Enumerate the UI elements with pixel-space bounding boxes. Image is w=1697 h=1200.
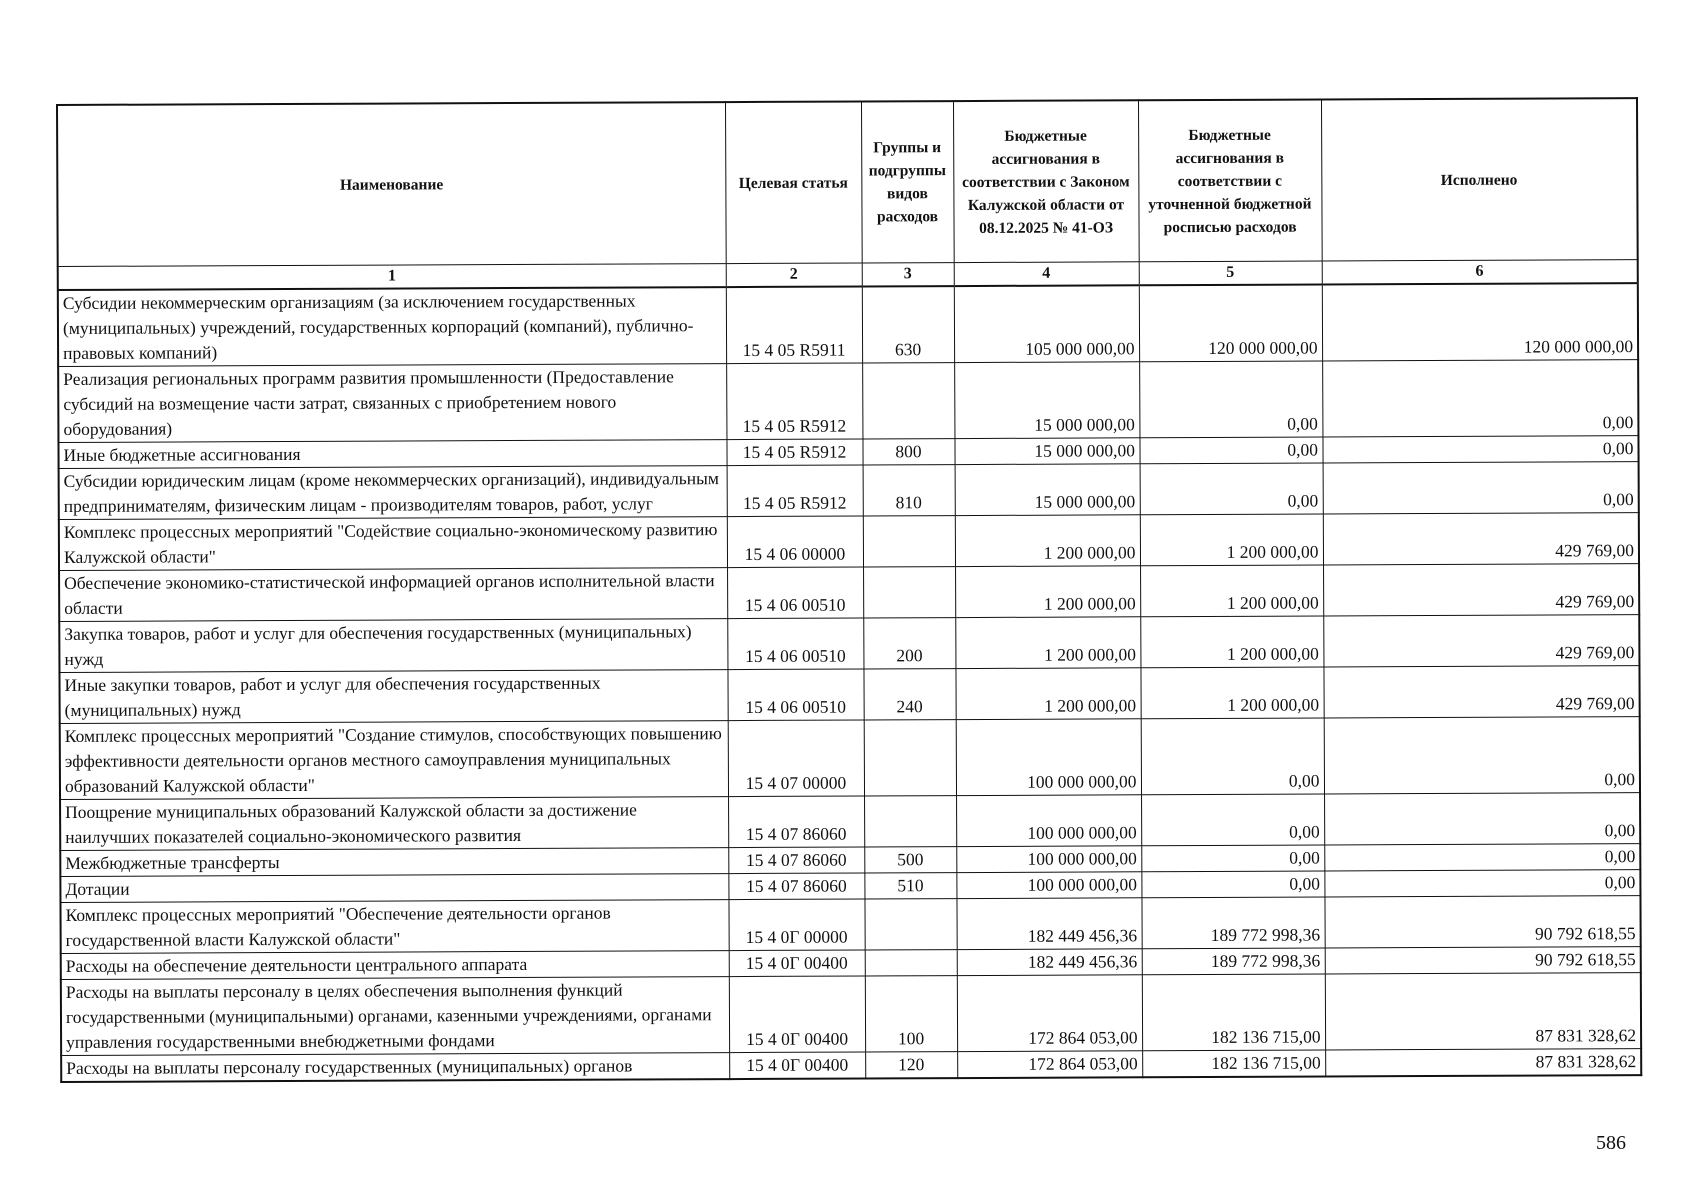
row-code-cell: 15 4 0Г 00000 xyxy=(728,899,864,951)
row-group-cell: 120 xyxy=(865,1052,957,1079)
row-executed-amount-cell: 120 000 000,00 xyxy=(1322,283,1638,361)
row-executed-amount-cell: 0,00 xyxy=(1322,360,1638,437)
row-group-cell: 510 xyxy=(864,873,956,899)
row-code-cell: 15 4 06 00510 xyxy=(727,618,863,670)
table-row xyxy=(59,666,1639,724)
table-row xyxy=(61,973,1641,1056)
row-revised-amount-cell: 0,00 xyxy=(1139,437,1322,464)
row-name-cell: Иные бюджетные ассигнования xyxy=(58,440,726,469)
row-name-cell: Расходы на выплаты персоналу государственных (муниципальных) органов xyxy=(61,1053,729,1082)
row-executed-amount-cell: 87 831 328,62 xyxy=(1325,1049,1641,1077)
row-revised-amount-cell: 1 200 000,00 xyxy=(1140,667,1323,719)
row-name-cell: Комплекс процессных мероприятий "Создание стимулов, способствующих повышению эффективности деятельности органов местного самоуправления муниципальных образований Калужской области" xyxy=(60,721,728,800)
row-code-cell: 15 4 0Г 00400 xyxy=(729,976,865,1053)
row-code-cell: 15 4 05 R5912 xyxy=(727,465,863,517)
row-law-amount-cell: 182 449 456,36 xyxy=(956,898,1141,950)
row-law-amount-cell: 100 000 000,00 xyxy=(956,846,1141,873)
row-revised-amount-cell: 182 136 715,00 xyxy=(1142,1050,1325,1077)
column-number: 6 xyxy=(1322,260,1638,285)
column-number: 1 xyxy=(58,264,726,290)
row-name-cell: Межбюджетные трансферты xyxy=(60,848,728,877)
row-executed-amount-cell: 0,00 xyxy=(1324,870,1640,897)
row-group-cell xyxy=(862,363,954,439)
header-revised: Бюджетные ассигнования в соответствии с уточненной бюджетной росписью расходов xyxy=(1138,99,1322,261)
row-code-cell: 15 4 05 R5911 xyxy=(726,286,862,363)
budget-table xyxy=(56,97,1642,1083)
row-code-cell: 15 4 07 86060 xyxy=(728,847,864,874)
table-row xyxy=(59,564,1639,622)
row-group-cell xyxy=(864,720,956,796)
row-name-cell: Комплекс процессных мероприятий "Обеспечение деятельности органов государственной власти Калужской области" xyxy=(60,900,728,954)
row-revised-amount-cell: 1 200 000,00 xyxy=(1140,616,1323,668)
column-number: 3 xyxy=(862,263,954,287)
table-row xyxy=(60,896,1640,954)
row-executed-amount-cell: 90 792 618,55 xyxy=(1325,947,1641,974)
row-name-cell: Закупка товаров, работ и услуг для обеспечения государственных (муниципальных) нужд xyxy=(59,619,727,673)
document-sheet xyxy=(56,97,1640,1083)
row-code-cell: 15 4 0Г 00400 xyxy=(729,1052,865,1079)
row-revised-amount-cell: 189 772 998,36 xyxy=(1141,897,1324,949)
row-name-cell: Обеспечение экономико-статистической информацией органов исполнительной власти области xyxy=(59,568,727,622)
row-group-cell: 500 xyxy=(864,847,956,873)
row-code-cell: 15 4 05 R5912 xyxy=(726,363,862,440)
row-group-cell: 800 xyxy=(862,439,954,465)
row-law-amount-cell: 182 449 456,36 xyxy=(957,949,1142,976)
row-executed-amount-cell: 0,00 xyxy=(1324,844,1640,871)
row-revised-amount-cell: 0,00 xyxy=(1141,718,1324,795)
row-law-amount-cell: 100 000 000,00 xyxy=(956,719,1141,796)
row-group-cell: 810 xyxy=(863,465,955,516)
row-executed-amount-cell: 87 831 328,62 xyxy=(1325,973,1641,1050)
row-revised-amount-cell: 120 000 000,00 xyxy=(1139,284,1322,361)
row-executed-amount-cell: 429 769,00 xyxy=(1323,615,1639,667)
row-revised-amount-cell: 189 772 998,36 xyxy=(1142,948,1325,975)
row-code-cell: 15 4 07 00000 xyxy=(728,720,864,797)
row-revised-amount-cell: 1 200 000,00 xyxy=(1140,565,1323,617)
row-code-cell: 15 4 06 00000 xyxy=(727,516,863,568)
table-body xyxy=(58,283,1641,1082)
row-executed-amount-cell: 0,00 xyxy=(1323,462,1639,514)
column-number: 4 xyxy=(954,262,1139,286)
row-name-cell: Субсидии некоммерческим организациям (за исключением государственных (муниципальных) учреждений, государственных корпораций (компаний), публично-правовых компаний) xyxy=(58,287,726,366)
row-law-amount-cell: 105 000 000,00 xyxy=(954,285,1139,362)
row-revised-amount-cell: 0,00 xyxy=(1141,794,1324,846)
row-law-amount-cell: 100 000 000,00 xyxy=(956,872,1141,899)
row-name-cell: Дотации xyxy=(60,874,728,903)
row-name-cell: Расходы на выплаты персоналу в целях обеспечения выполнения функций государственными (муниципальными) органами, казенными учреждениями, органами управления государственными внебюджетными фондами xyxy=(61,977,729,1056)
row-executed-amount-cell: 429 769,00 xyxy=(1323,513,1639,565)
table-row xyxy=(59,462,1639,520)
row-revised-amount-cell: 182 136 715,00 xyxy=(1142,974,1325,1051)
table-header-row xyxy=(57,98,1638,266)
row-group-cell: 630 xyxy=(862,286,954,363)
row-executed-amount-cell: 0,00 xyxy=(1324,717,1640,794)
row-name-cell: Реализация региональных программ развития промышленности (Предоставление субсидий на возмещение части затрат, связанных с приобретением нового оборудования) xyxy=(58,364,726,443)
row-group-cell xyxy=(863,567,955,618)
header-group: Группы и подгруппы видов расходов xyxy=(861,101,954,263)
row-group-cell xyxy=(864,796,956,847)
column-number: 2 xyxy=(726,263,862,287)
header-name: Наименование xyxy=(57,102,726,266)
row-revised-amount-cell: 1 200 000,00 xyxy=(1140,514,1323,566)
row-name-cell: Субсидии юридическим лицам (кроме некоммерческих организаций), индивидуальным предпринимателям, физическим лицам - производителям товаров, работ, услуг xyxy=(59,466,727,520)
row-law-amount-cell: 1 200 000,00 xyxy=(955,566,1140,618)
table-row xyxy=(59,615,1639,673)
row-law-amount-cell: 1 200 000,00 xyxy=(955,515,1140,567)
row-law-amount-cell: 1 200 000,00 xyxy=(955,617,1140,669)
row-group-cell: 100 xyxy=(865,976,957,1052)
row-law-amount-cell: 15 000 000,00 xyxy=(954,438,1139,465)
row-revised-amount-cell: 0,00 xyxy=(1141,845,1324,872)
table-row xyxy=(58,283,1638,366)
row-law-amount-cell: 100 000 000,00 xyxy=(956,795,1141,847)
row-revised-amount-cell: 0,00 xyxy=(1139,361,1322,438)
header-law: Бюджетные ассигнования в соответствии с Законом Калужской области от 08.12.2025 № 41-ОЗ xyxy=(953,100,1139,262)
header-code: Целевая статья xyxy=(725,101,862,263)
row-executed-amount-cell: 0,00 xyxy=(1324,793,1640,845)
row-name-cell: Поощрение муниципальных образований Калужской области за достижение наилучших показателей социально-экономического развития xyxy=(60,797,728,851)
row-name-cell: Расходы на обеспечение деятельности центрального аппарата xyxy=(61,951,729,980)
row-law-amount-cell: 172 864 053,00 xyxy=(957,1051,1142,1078)
row-code-cell: 15 4 07 86060 xyxy=(728,796,864,848)
row-revised-amount-cell: 0,00 xyxy=(1140,463,1323,515)
row-executed-amount-cell: 429 769,00 xyxy=(1323,666,1639,718)
row-code-cell: 15 4 07 86060 xyxy=(728,873,864,900)
page-number: 586 xyxy=(1596,1132,1626,1154)
row-law-amount-cell: 172 864 053,00 xyxy=(957,975,1142,1052)
row-name-cell: Комплекс процессных мероприятий "Содействие социально-экономическому развитию Калужской области" xyxy=(59,517,727,571)
row-executed-amount-cell: 0,00 xyxy=(1322,436,1638,463)
row-group-cell xyxy=(865,950,957,976)
row-code-cell: 15 4 0Г 00400 xyxy=(729,950,865,977)
row-group-cell: 240 xyxy=(863,669,955,720)
row-name-cell: Иные закупки товаров, работ и услуг для обеспечения государственных (муниципальных) нужд xyxy=(59,670,727,724)
row-group-cell: 200 xyxy=(863,618,955,669)
table-row xyxy=(60,717,1640,800)
table-row xyxy=(59,513,1639,571)
row-law-amount-cell: 15 000 000,00 xyxy=(955,464,1140,516)
header-executed: Исполнено xyxy=(1321,98,1638,261)
row-group-cell xyxy=(863,516,955,567)
row-law-amount-cell: 15 000 000,00 xyxy=(954,362,1139,439)
row-code-cell: 15 4 06 00510 xyxy=(727,669,863,721)
row-executed-amount-cell: 90 792 618,55 xyxy=(1324,896,1640,948)
column-number: 5 xyxy=(1139,261,1322,285)
row-code-cell: 15 4 05 R5912 xyxy=(726,439,862,466)
row-group-cell xyxy=(864,899,956,950)
row-revised-amount-cell: 0,00 xyxy=(1141,871,1324,898)
row-code-cell: 15 4 06 00510 xyxy=(727,567,863,619)
row-law-amount-cell: 1 200 000,00 xyxy=(955,668,1140,720)
row-executed-amount-cell: 429 769,00 xyxy=(1323,564,1639,616)
table-row xyxy=(60,793,1640,851)
table-row xyxy=(58,360,1638,443)
